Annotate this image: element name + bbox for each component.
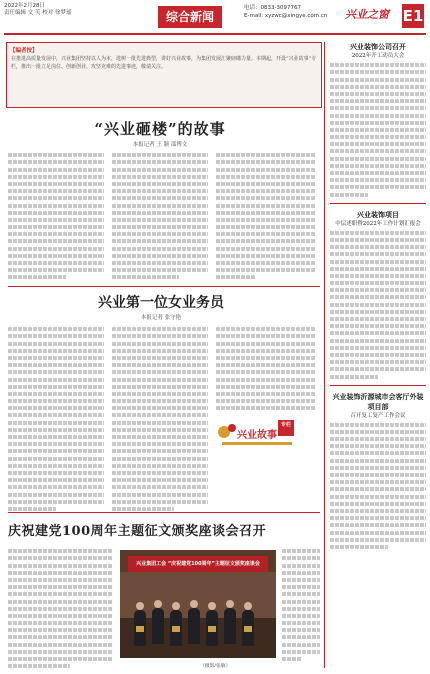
- article1-title: “兴业砸楼”的故事: [94, 120, 226, 138]
- article2-title: 兴业第一位女业务员: [98, 295, 224, 311]
- right-column: [330, 42, 426, 552]
- article1-col-2: [112, 150, 208, 283]
- right-divider: [330, 203, 426, 204]
- header-rule: [4, 33, 426, 35]
- article1-col-1: [8, 150, 104, 283]
- article1-col-3: [216, 150, 316, 283]
- right-divider: [330, 385, 426, 386]
- editor-note-tag: 【编者按】: [10, 48, 38, 54]
- right-item-2-body: [330, 231, 426, 379]
- story-series-stamp: 专栏: [280, 422, 291, 428]
- edition-badge: E1: [402, 4, 424, 28]
- header-date-block: [4, 3, 72, 17]
- divider-1: [8, 286, 320, 287]
- certificate-icon: [172, 626, 180, 632]
- section-title: 综合新闻: [158, 6, 222, 28]
- right-item-3-title: 兴业装饰沂源城市会客厅外装项目部: [332, 391, 424, 411]
- story-series-title: 兴业故事: [237, 430, 277, 441]
- person-figure: [188, 608, 200, 644]
- brand-logo: 兴业之窗: [345, 8, 389, 21]
- article3-col-1: [8, 546, 112, 671]
- right-item-3-subtitle: 召开复工复产工作会议: [350, 412, 406, 419]
- editor-note-box: [6, 42, 322, 108]
- page-header: [0, 0, 430, 40]
- divider-2: [8, 512, 320, 513]
- photo-caption: （摄影/张敏）: [200, 664, 231, 669]
- article2-col-3: [216, 324, 316, 413]
- contact-block: [244, 4, 327, 20]
- certificate-icon: [136, 626, 144, 632]
- certificate-icon: [244, 626, 252, 632]
- person-figure: [224, 608, 236, 644]
- article3-col-2: [282, 546, 320, 664]
- right-item-1-title: 兴业装饰公司召开: [350, 42, 406, 51]
- issue-date: 2022年2月28日: [4, 3, 45, 9]
- right-item-2-title: 兴业装饰项目: [357, 209, 399, 219]
- award-ceremony-photo: [120, 550, 276, 658]
- article2-col-1: [8, 324, 104, 514]
- article2-col-2: [112, 324, 208, 514]
- right-item-2-subtitle: 中层述职暨2022年工作计划汇报会: [335, 220, 421, 227]
- contact-phone: 电话：0833-3097767: [244, 5, 301, 11]
- editor-credits: 责任编辑 文 芙 校对 徐梦瑶: [4, 10, 72, 16]
- article1-byline: 本报记者 王 颖 邵博文: [132, 142, 188, 148]
- right-item-3-body: [330, 423, 426, 549]
- photo-banner: 兴业集团工会 “庆祝建党100周年”主题征文颁奖座谈会: [128, 556, 268, 572]
- story-series-badge: [214, 418, 300, 458]
- certificate-icon: [208, 626, 216, 632]
- column-divider: [324, 42, 325, 668]
- person-figure: [152, 608, 164, 644]
- article3-title: 庆祝建党100周年主题征文颁奖座谈会召开: [8, 524, 267, 539]
- story-series-underline: [222, 442, 292, 445]
- right-item-1-body: [330, 63, 426, 196]
- article2-byline: 本报记者 张守艳: [140, 315, 182, 321]
- contact-email: E-mail: xyzwc@xingye.com.cn: [244, 13, 328, 19]
- editor-note-text: 在推进高质量发展中，兴业集团坚持以人为本，选树一批先进典型，讲好兴业故事，为集团发展汇聚磅礴力量。本期起，开设“兴业故事”专栏，推出一批立足岗位、创新创业、攻坚克难的先进事迹，敬请关注。: [11, 56, 317, 70]
- right-item-1-subtitle: 2022年开工动员大会: [351, 53, 405, 59]
